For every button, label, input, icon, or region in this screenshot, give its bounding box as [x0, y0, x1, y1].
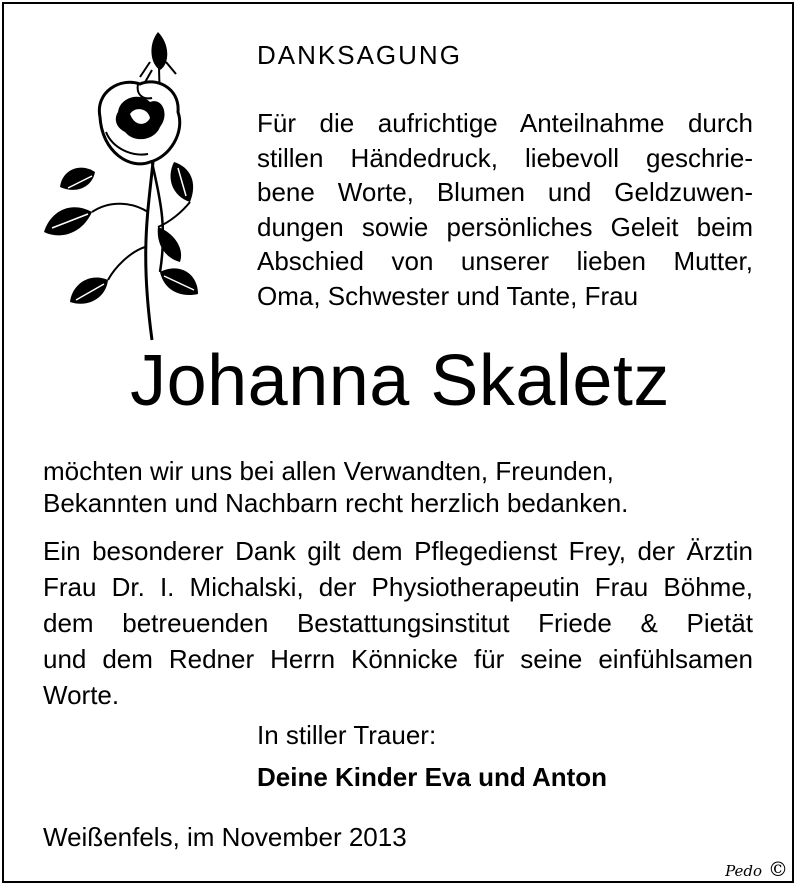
- copyright-icon: ©: [768, 857, 788, 881]
- intro-line: Oma, Schwester und Tante, Frau: [257, 280, 639, 311]
- special-thanks-paragraph: [43, 533, 753, 713]
- intro-line: Für die aufrichtige Anteilnahme durch: [257, 108, 753, 138]
- deceased-name: Johanna Skaletz: [130, 341, 670, 421]
- mourning-label: In stiller Trauer:: [257, 720, 437, 750]
- special-thanks-line: Ein besonderer Dank gilt dem Pflegedienst Frey, der Ärztin: [43, 536, 753, 566]
- intro-line: stillen Händedruck, liebevoll geschrie-: [257, 142, 753, 173]
- mourners-signature: Deine Kinder Eva und Anton: [257, 762, 608, 792]
- notice-heading: DANKSAGUNG: [257, 40, 462, 70]
- rose-icon: [40, 22, 200, 342]
- special-thanks-line: Worte.: [43, 680, 120, 710]
- special-thanks-line: und dem Redner Herrn Könnicke für seine einfühlsamen: [43, 644, 753, 674]
- intro-line: bene Worte, Blumen und Geldzuwen-: [257, 177, 753, 207]
- thanks-line: möchten wir uns bei allen Verwandten, Freunden,: [43, 456, 614, 486]
- special-thanks-line: dem betreuenden Bestattungsinstitut Friede & Pietät: [43, 608, 753, 638]
- thanks-paragraph: [43, 455, 753, 519]
- intro-line: dungen sowie persönliches Geleit beim: [257, 211, 753, 242]
- designer-credit: [725, 857, 788, 881]
- intro-line: Abschied von unserer lieben Mutter,: [257, 246, 753, 276]
- intro-paragraph: [257, 106, 753, 313]
- credit-text: Pedo: [725, 862, 762, 880]
- special-thanks-line: Frau Dr. I. Michalski, der Physiotherapeutin Frau Böhme,: [43, 572, 753, 602]
- thanks-line: Bekannten und Nachbarn recht herzlich bedanken.: [43, 488, 629, 518]
- place-date: Weißenfels, im November 2013: [43, 822, 407, 852]
